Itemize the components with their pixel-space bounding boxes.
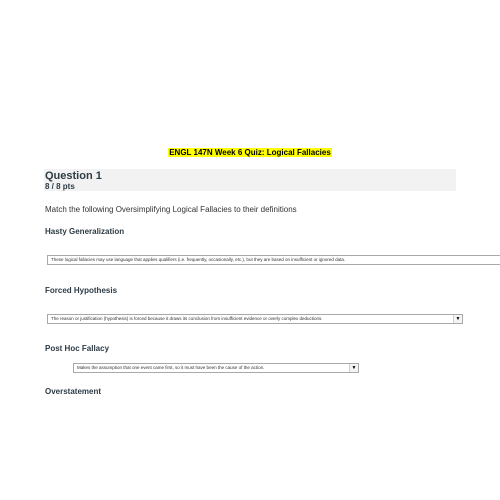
- question-points: 8 / 8 pts: [45, 182, 75, 191]
- match-term-overstatement: Overstatement: [45, 387, 102, 396]
- document-title: ENGL 147N Week 6 Quiz: Logical Fallacies: [169, 148, 331, 157]
- chevron-down-icon[interactable]: ▼: [453, 315, 462, 323]
- match-select-value: These logical fallacies may use language that applies qualifiers (i.e. frequently, occasionally, etc.), but they are based on insufficient or ignored data.: [51, 257, 346, 262]
- chevron-down-icon[interactable]: ▼: [349, 364, 358, 372]
- question-instructions: Match the following Oversimplifying Logical Fallacies to their definitions: [45, 205, 297, 214]
- match-term-post-hoc-fallacy: Post Hoc Fallacy: [45, 344, 110, 353]
- match-select-forced-hypothesis[interactable]: [47, 314, 463, 324]
- match-select-value: The reason or justification (hypothesis) is forced because it draws its conclusion from insufficient evidence or overly complex deductions.: [51, 316, 323, 321]
- match-select-hasty-generalization[interactable]: [47, 255, 500, 265]
- question-title: Question 1: [45, 170, 102, 182]
- document-title-row: [0, 142, 500, 160]
- match-term-hasty-generalization: Hasty Generalization: [45, 227, 125, 236]
- match-select-post-hoc-fallacy[interactable]: [73, 363, 359, 373]
- match-term-forced-hypothesis: Forced Hypothesis: [45, 286, 118, 295]
- question-header: [44, 169, 456, 191]
- match-select-value: Makes the assumption that one event came first, so it must have been the cause of the action.: [77, 365, 265, 370]
